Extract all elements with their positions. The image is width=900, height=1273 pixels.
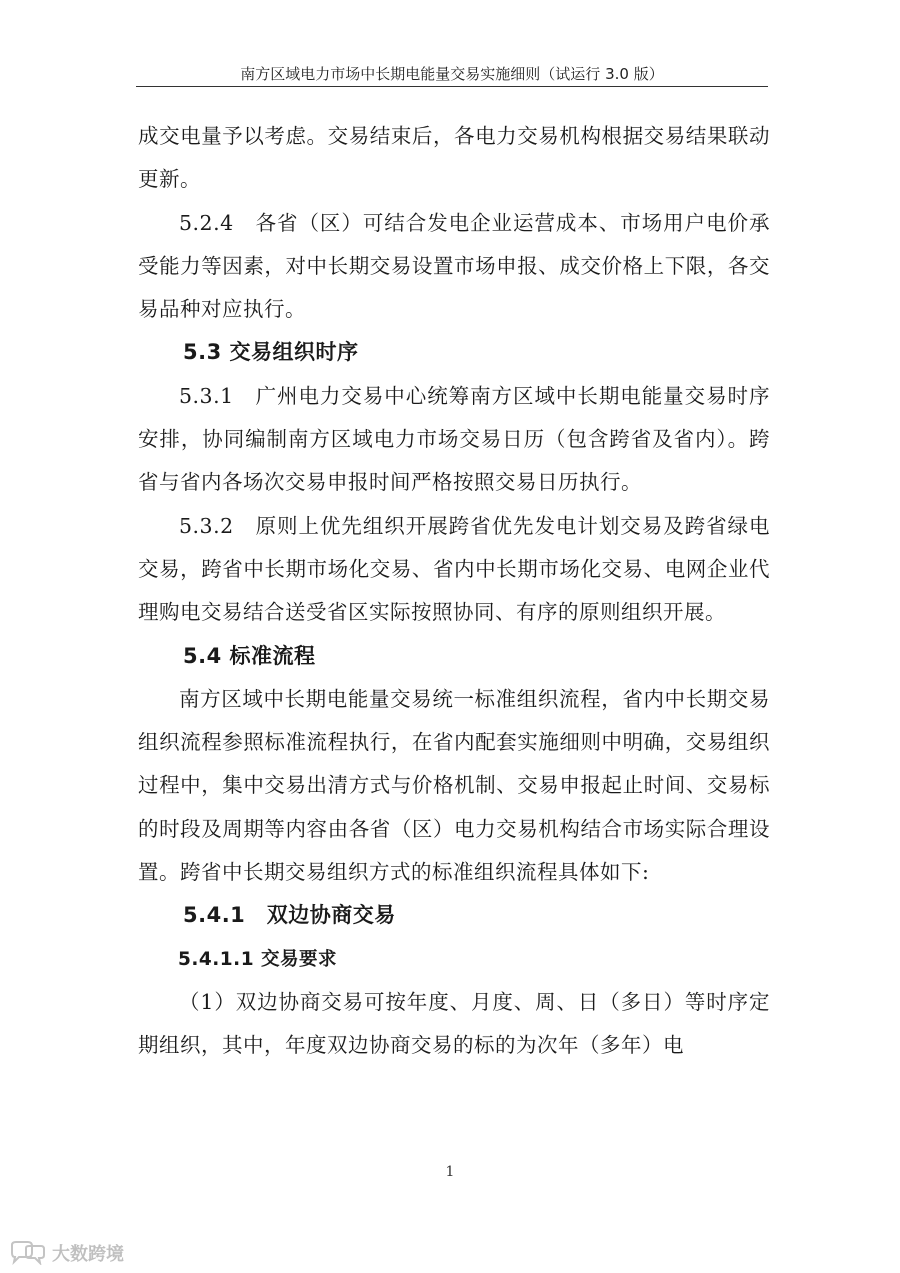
chat-bubble-logo-icon	[8, 1241, 48, 1265]
page-number: 1	[445, 1164, 455, 1180]
section-heading-5-4-1: 5.4.1 双边协商交易	[183, 903, 396, 928]
watermark	[8, 1240, 124, 1266]
header-rule	[136, 86, 768, 87]
paragraph-5-3-1: 5.3.1 广州电力交易中心统筹南方区域中长期电能量交易时序安排，协同编制南方区域电力市场交易日历（包含跨省及省内）。跨省与省内各场次交易申报时间严格按照交易日历执行。	[138, 383, 770, 495]
paragraph-continuation: 成交电量予以考虑。交易结束后，各电力交易机构根据交易结果联动更新。	[138, 124, 770, 192]
section-heading-5-4: 5.4 标准流程	[183, 643, 316, 668]
watermark-text: 大数跨境	[52, 1244, 124, 1265]
section-heading-5-4-1-1: 5.4.1.1 交易要求	[178, 948, 338, 970]
section-heading-5-3: 5.3 交易组织时序	[183, 340, 359, 365]
paragraph-requirement-1: （1）双边协商交易可按年度、月度、周、日（多日）等时序定期组织，其中，年度双边协商交易的标的为次年（多年）电	[138, 989, 770, 1058]
paragraph-5-4-intro: 南方区域中长期电能量交易统一标准组织流程，省内中长期交易组织流程参照标准流程执行，在省内配套实施细则中明确，交易组织过程中，集中交易出清方式与价格机制、交易申报起止时间、交易标的时段及周期等内容由各省（区）电力交易机构结合市场实际合理设置。跨省中长期交易组织方式的标准组织流程具体如下:	[138, 686, 770, 885]
page-header: 南方区域电力市场中长期电能量交易实施细则（试运行 3.0 版）	[240, 65, 664, 83]
document-body	[138, 115, 770, 1068]
paragraph-5-3-2: 5.3.2 原则上优先组织开展跨省优先发电计划交易及跨省绿电交易，跨省中长期市场化交易、省内中长期市场化交易、电网企业代理购电交易结合送受省区实际按照协同、有序的原则组织开展。	[138, 513, 770, 625]
paragraph-5-2-4: 5.2.4 各省（区）可结合发电企业运营成本、市场用户电价承受能力等因素，对中长期交易设置市场申报、成交价格上下限，各交易品种对应执行。	[138, 210, 770, 322]
